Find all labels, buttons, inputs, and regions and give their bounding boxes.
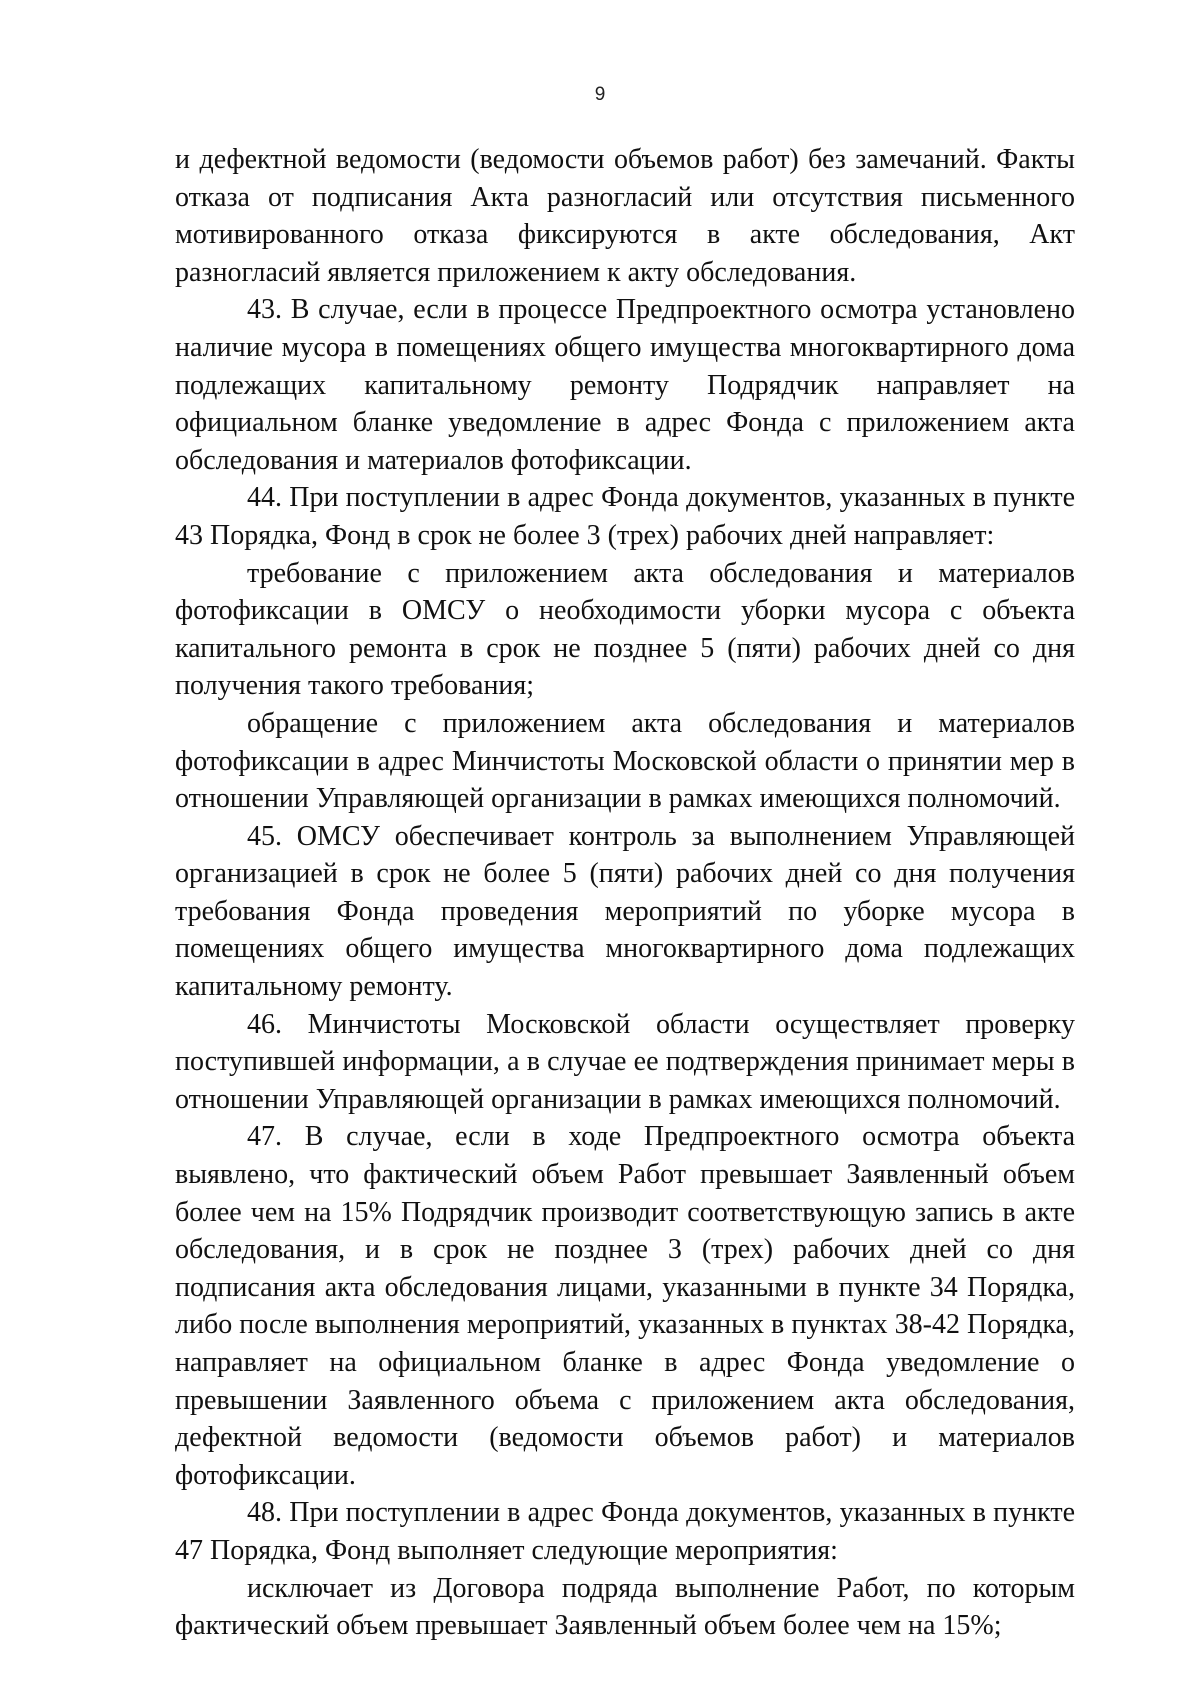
paragraph-46: 46. Минчистоты Московской области осуществляет проверку поступившей информации, а в случае ее подтверждения принимает меры в отношении Управляющей организации в рамках имеющихся полномочий. <box>175 1008 1075 1115</box>
paragraph-45: 45. ОМСУ обеспечивает контроль за выполнением Управляющей организацией в срок не более 5 (пяти) рабочих дней со дня получения требования Фонда проведения мероприятий по уборке мусора в помещениях общего имущества многоквартирного дома подлежащих капитальному ремонту. <box>175 820 1075 1003</box>
paragraph-44: 44. При поступлении в адрес Фонда документов, указанных в пункте 43 Порядка, Фонд в срок не более 3 (трех) рабочих дней направляет: <box>175 482 1075 551</box>
paragraph-48: 48. При поступлении в адрес Фонда документов, указанных в пункте 47 Порядка, Фонд выполняет следующие мероприятия: <box>175 1497 1075 1566</box>
paragraph-47: 47. В случае, если в ходе Предпроектного осмотра объекта выявлено, что фактический объем Работ превышает Заявленный объем более чем на 15% Подрядчик производит соответствующую запись в акте обследования, и в срок не позднее 3 (трех) рабочих дней со дня подписания акта обследования лицами, указанными в пункте 34 Порядка, либо после выполнения мероприятий, указанных в пунктах 38-42 Порядка, направляет на официальном бланке в адрес Фонда уведомление о превышении Заявленного объема с приложением акта обследования, дефектной ведомости (ведомости объемов работ) и материалов фотофиксации. <box>175 1121 1075 1491</box>
paragraph-48-exclusion: исключает из Договора подряда выполнение Работ, по которым фактический объем превышает Заявленный объем более чем на 15%; <box>175 1572 1075 1642</box>
document-body <box>175 141 1075 1645</box>
page-number: 9 <box>594 84 606 105</box>
paragraph-44-appeal: обращение с приложением акта обследования и материалов фотофиксации в адрес Минчистоты Московской области о принятии мер в отношении Управляющей организации в рамках имеющихся полномочий. <box>175 707 1075 815</box>
paragraph-43: 43. В случае, если в процессе Предпроектного осмотра установлено наличие мусора в помещениях общего имущества многоквартирного дома подлежащих капитальному ремонту Подрядчик направляет на официальном бланке уведомление в адрес Фонда с приложением акта обследования и материалов фотофиксации. <box>175 294 1075 476</box>
paragraph-continuation: и дефектной ведомости (ведомости объемов работ) без замечаний. Факты отказа от подписания Акта разногласий или отсутствия письменного мотивированного отказа фиксируются в акте обследования, Акт разногласий является приложением к акту обследования. <box>175 144 1075 288</box>
paragraph-44-requirement: требование с приложением акта обследования и материалов фотофиксации в ОМСУ о необходимости уборки мусора с объекта капитального ремонта в срок не позднее 5 (пяти) рабочих дней со дня получения такого требования; <box>175 557 1075 702</box>
